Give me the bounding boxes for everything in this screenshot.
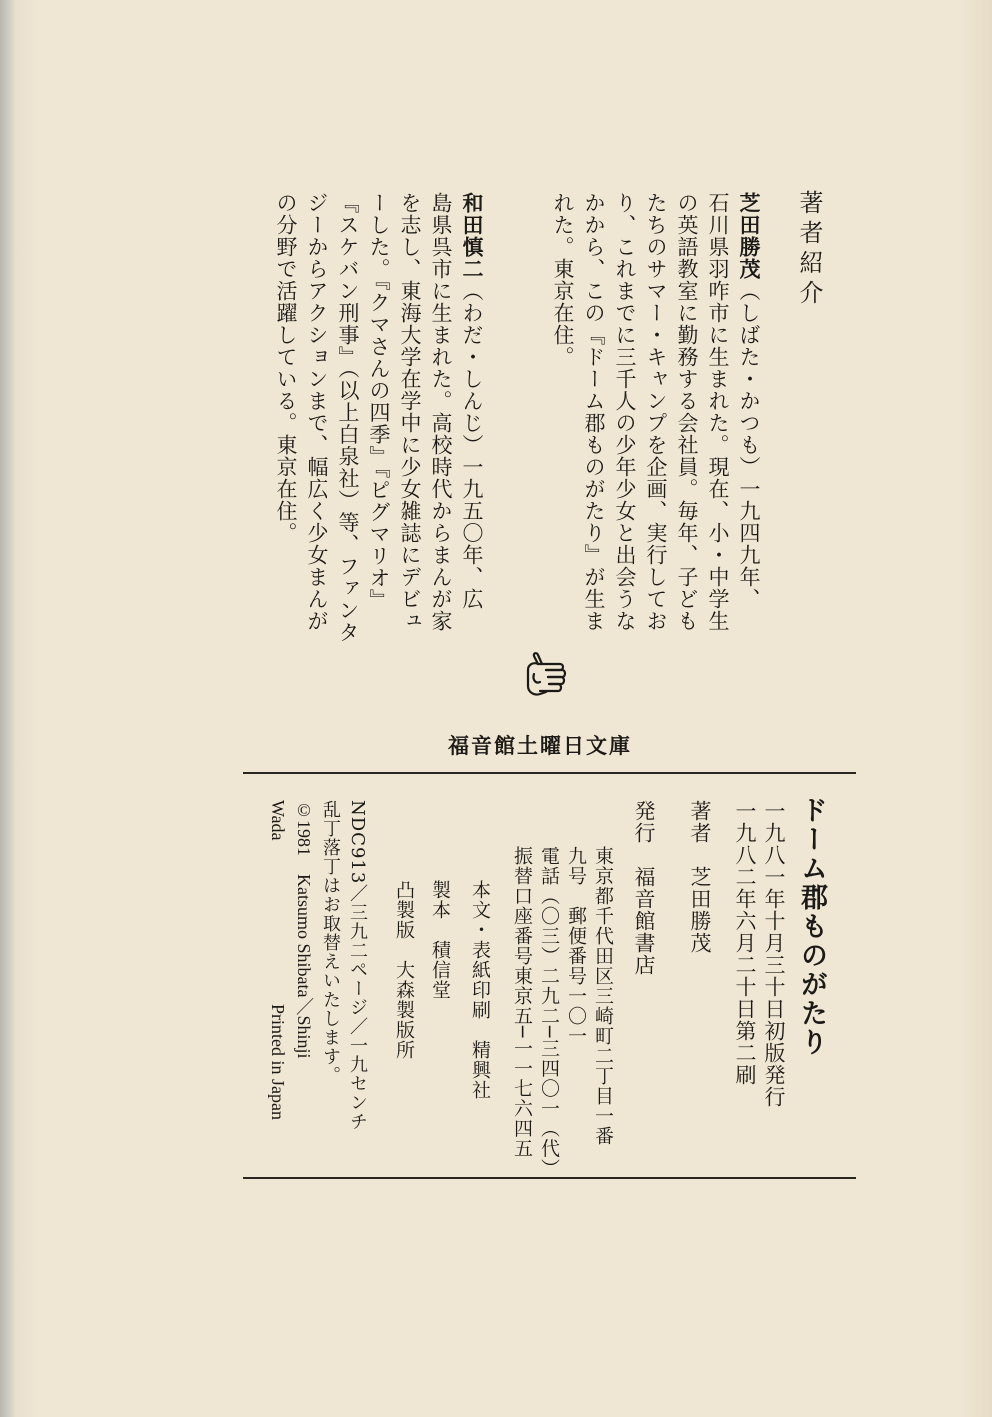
address-line-1: 東京都千代田区三崎町二丁目一番	[592, 846, 614, 1146]
publisher-line	[630, 800, 658, 976]
author-label: 著者	[688, 800, 712, 844]
wada-col-6: ジーからアクションまで、幅広く少女まんが	[305, 192, 329, 632]
first-edition-date: 一九八一年十月三十日初版発行	[762, 800, 786, 1108]
wada-col-1: 和田慎二（わだ・しんじ）一九五〇年、広	[460, 192, 484, 610]
printer-line: 本文・表紙印刷 精興社	[469, 880, 491, 1100]
hand-logo-icon	[520, 650, 570, 702]
wada-col-7: の分野で活躍している。東京在住。	[274, 192, 298, 544]
replacement-notice: 乱丁落丁はお取替えいたします。	[320, 800, 341, 1085]
shibata-col-5: り、これまでに三千人の少年少女と出会うな	[613, 192, 637, 632]
publisher-label: 発行	[632, 800, 656, 844]
wada-col-4: ーした。『クマさんの四季』『ピグマリオ』	[367, 192, 391, 611]
shibata-col-3: の英語教室に勤務する会社員。毎年、子ども	[675, 192, 699, 632]
publisher-name: 福音館書店	[632, 866, 656, 976]
binder-line: 製本 積信堂	[429, 880, 451, 1000]
shibata-col-2: 石川県羽咋市に生まれた。現在、小・中学生	[706, 192, 730, 632]
shibata-col-6: かから、この『ドーム郡ものがたり』が生ま	[582, 192, 606, 632]
address-line-2: 九号 郵便番号一〇一	[565, 846, 587, 1046]
shibata-col-4: たちのサマー・キャンプを企画、実行してお	[644, 192, 668, 632]
copyright-tail-wada: Wada	[268, 800, 288, 841]
colophon-top-rule	[243, 772, 856, 774]
wada-col-5: 『スケバン刑事』（以上白泉社）等、ファンタ	[336, 192, 360, 644]
author-intro-heading: 著者紹介	[795, 190, 823, 310]
shibata-name: 芝田勝茂	[737, 192, 761, 280]
copyright-line: ©1981 Katsumo Shibata／Shinji	[294, 800, 314, 1059]
author-line	[686, 800, 714, 954]
book-title: ドーム郡ものがたり	[796, 796, 827, 1057]
ndc-line: NDC913／三九二ページ／一九センチ	[347, 800, 368, 1132]
series-name: 福音館土曜日文庫	[448, 734, 632, 758]
page-binding-edge	[0, 0, 14, 1417]
printed-in-japan: Printed in Japan	[268, 1004, 288, 1120]
phone-number: 電話（〇三）二九二─三四〇一（代）	[538, 846, 560, 1179]
printing-date: 一九八二年六月二十日第二刷	[733, 800, 757, 1086]
shibata-col-1: 芝田勝茂（しばた・かつも）一九四九年、	[737, 192, 761, 610]
wada-name: 和田慎二	[460, 192, 484, 280]
wada-col-3: を志し、東海大学在学中に少女雑誌にデビュ	[398, 192, 422, 632]
plate-maker-line: 凸製版 大森製版所	[393, 880, 415, 1060]
wada-col-2: 島県呉市に生まれた。高校時代からまんが家	[429, 192, 453, 632]
transfer-account: 振替口座番号東京五─一一七六四五	[511, 846, 533, 1159]
shibata-col-7: れた。東京在住。	[551, 192, 575, 368]
author-name: 芝田勝茂	[688, 866, 712, 954]
